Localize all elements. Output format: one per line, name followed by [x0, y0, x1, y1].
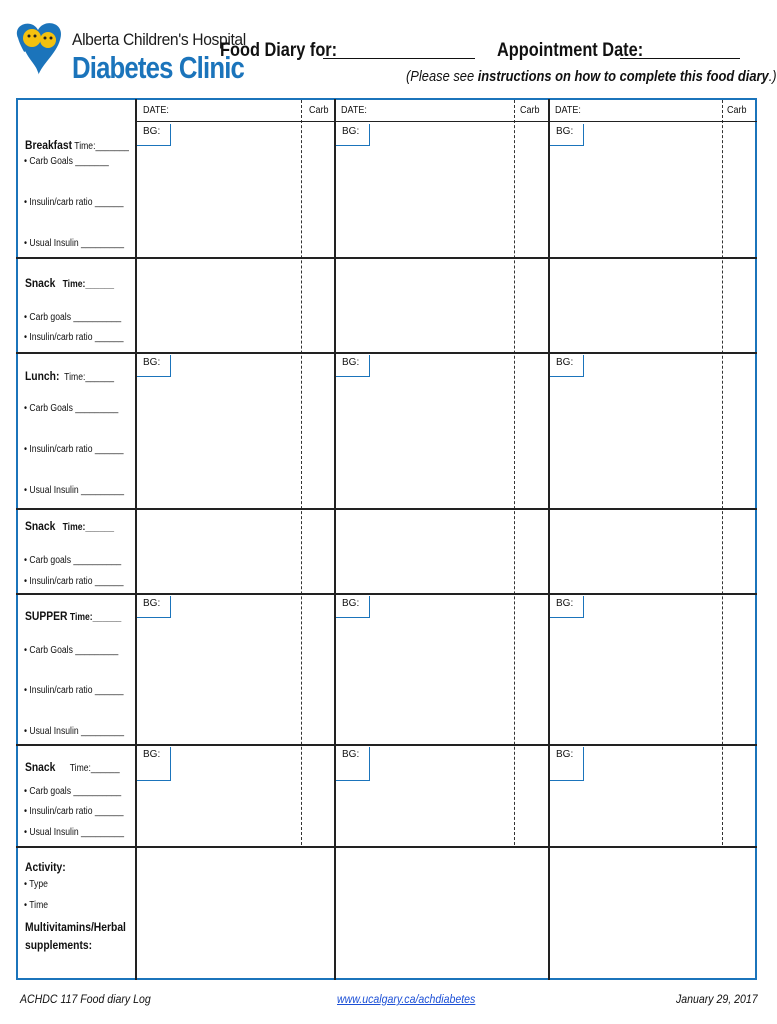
lunch-carb-goals: • Carb Goals _________: [24, 403, 119, 414]
activity-time: • Time: [24, 900, 49, 911]
snack1-carb-goals: • Carb goals __________: [24, 312, 122, 323]
breakfast-insulin-ratio: • Insulin/carb ratio ______: [24, 197, 124, 208]
supper-insulin-ratio: • Insulin/carb ratio ______: [24, 685, 124, 696]
activity-type: • Type: [24, 879, 48, 890]
vitamins-label-2: supplements:: [25, 938, 93, 952]
supper-usual-insulin: • Usual Insulin _________: [24, 726, 125, 737]
vitamins-label-1: Multivitamins/Herbal: [25, 920, 126, 934]
header-divider: [136, 121, 757, 122]
food-diary-label: Food Diary for:: [220, 40, 338, 61]
carb-divider-1: [301, 100, 302, 845]
instructions-note: (Please see instructions on how to complete this food diary.): [406, 68, 777, 85]
bg-snack3-day1[interactable]: BG:: [137, 747, 171, 781]
date-header-1: DATE:: [143, 105, 169, 116]
bg-breakfast-day3[interactable]: BG:: [550, 124, 584, 146]
form-code: ACHDC 117 Food diary Log: [20, 992, 151, 1006]
food-diary-name-field[interactable]: [323, 58, 475, 59]
snack3-usual-insulin: • Usual Insulin _________: [24, 827, 125, 838]
date-header-3: DATE:: [555, 105, 581, 116]
activity-label: Activity:: [25, 860, 66, 874]
carb-divider-3: [722, 100, 723, 845]
bg-lunch-day1[interactable]: BG:: [137, 355, 171, 377]
bg-snack3-day3[interactable]: BG:: [550, 747, 584, 781]
appointment-date-field[interactable]: [620, 58, 740, 59]
bg-snack3-day2[interactable]: BG:: [336, 747, 370, 781]
bg-supper-day2[interactable]: BG:: [336, 596, 370, 618]
date-header-2: DATE:: [341, 105, 367, 116]
breakfast-usual-insulin: • Usual Insulin _________: [24, 238, 125, 249]
lunch-label: Lunch: Time:______: [25, 369, 115, 383]
children-logo-icon: [10, 16, 80, 92]
snack2-carb-goals: • Carb goals __________: [24, 555, 122, 566]
supper-carb-goals: • Carb Goals _________: [24, 645, 119, 656]
row-divider-snack2: [16, 593, 757, 595]
clinic-website-link[interactable]: www.ucalgary.ca/achdiabetes: [337, 992, 476, 1006]
bg-breakfast-day2[interactable]: BG:: [336, 124, 370, 146]
bg-lunch-day3[interactable]: BG:: [550, 355, 584, 377]
carb-header-1: Carb: [309, 105, 329, 116]
carb-header-3: Carb: [727, 105, 747, 116]
lunch-insulin-ratio: • Insulin/carb ratio ______: [24, 444, 124, 455]
snack2-insulin-ratio: • Insulin/carb ratio ______: [24, 576, 124, 587]
revision-date: January 29, 2017: [676, 992, 758, 1006]
lunch-usual-insulin: • Usual Insulin _________: [24, 485, 125, 496]
snack1-insulin-ratio: • Insulin/carb ratio ______: [24, 332, 124, 343]
bg-lunch-day2[interactable]: BG:: [336, 355, 370, 377]
bg-breakfast-day1[interactable]: BG:: [137, 124, 171, 146]
breakfast-label: Breakfast Time:_______: [25, 138, 129, 152]
appointment-date-label: Appointment Date:: [497, 40, 644, 61]
snack3-insulin-ratio: • Insulin/carb ratio ______: [24, 806, 124, 817]
snack1-label: Snack Time:______: [25, 276, 115, 290]
bg-supper-day1[interactable]: BG:: [137, 596, 171, 618]
snack2-label: Snack Time:______: [25, 519, 115, 533]
breakfast-carb-goals: • Carb Goals _______: [24, 156, 109, 167]
row-divider-lunch: [16, 508, 757, 510]
logo-hospital-name: Alberta Children's Hospital: [72, 30, 246, 49]
row-divider-supper: [16, 744, 757, 746]
carb-header-2: Carb: [520, 105, 540, 116]
logo-clinic-name: Diabetes Clinic: [72, 50, 245, 85]
snack3-label: Snack Time:______: [25, 760, 120, 774]
row-divider-snack3: [16, 846, 757, 848]
row-divider-breakfast: [16, 257, 757, 259]
supper-label: SUPPER Time:______: [25, 609, 122, 623]
row-divider-snack1: [16, 352, 757, 354]
carb-divider-2: [514, 100, 515, 845]
bg-supper-day3[interactable]: BG:: [550, 596, 584, 618]
snack3-carb-goals: • Carb goals __________: [24, 786, 122, 797]
